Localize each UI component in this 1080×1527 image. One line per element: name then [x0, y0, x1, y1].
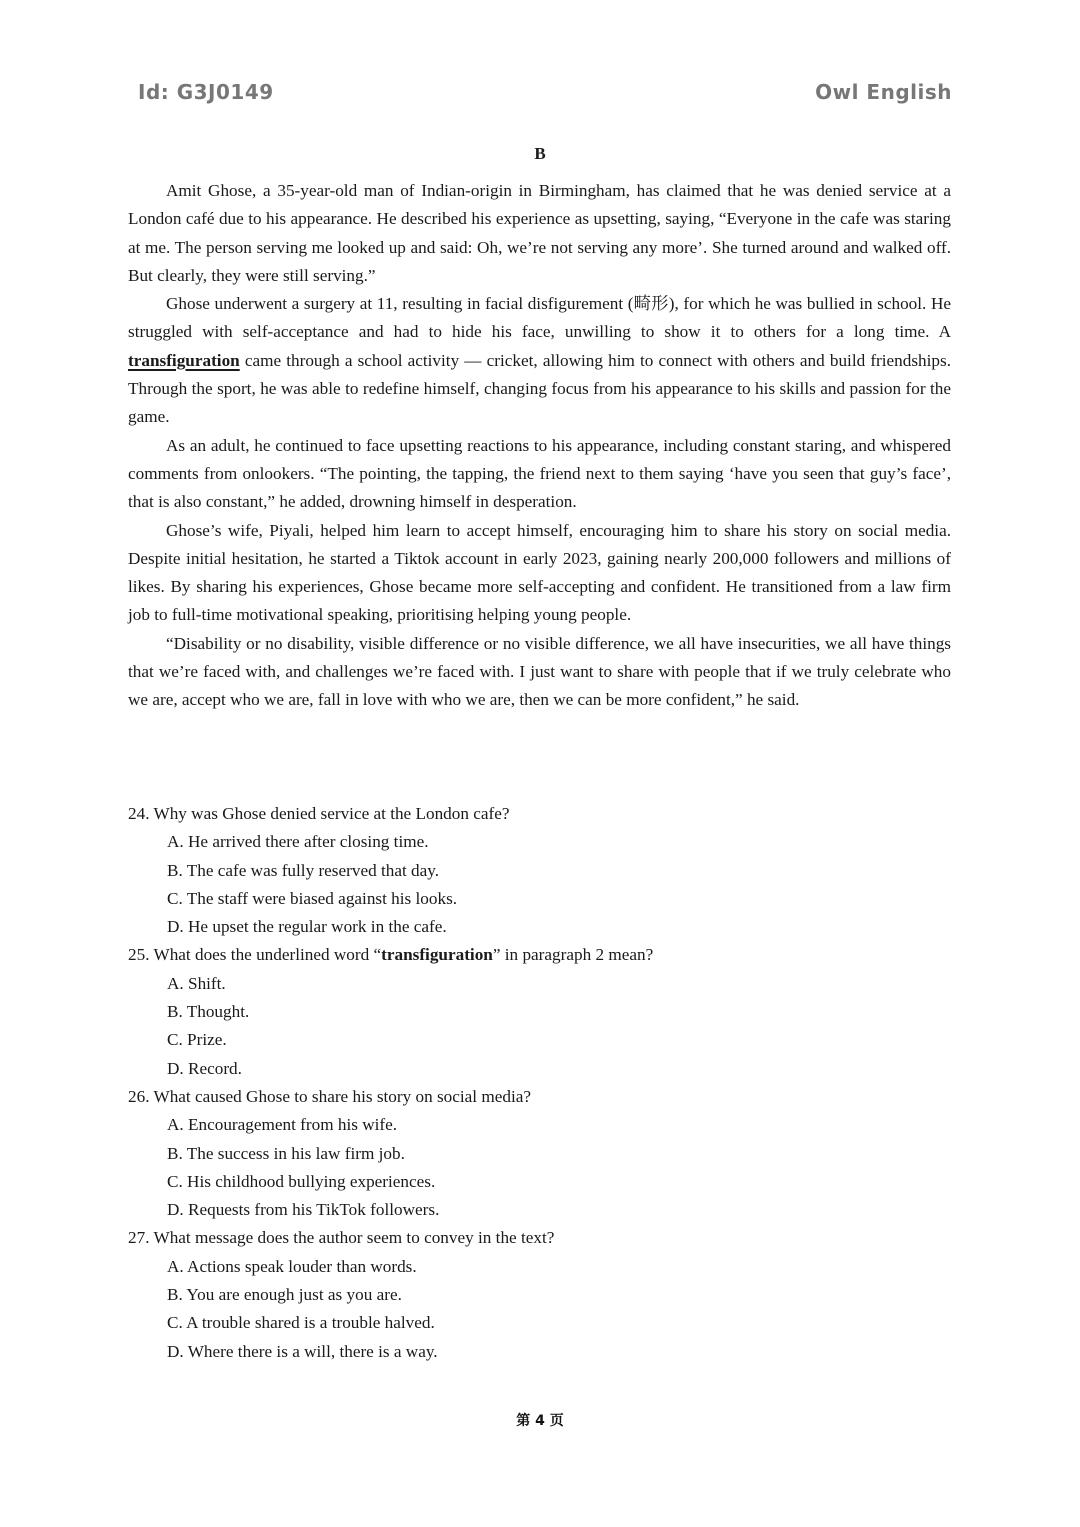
question-27	[128, 1224, 951, 1365]
option-d: D. Where there is a will, there is a way.	[167, 1341, 438, 1361]
paragraph-5: “Disability or no disability, visible difference or no visible difference, we all have insecurities, we all have things that we’re faced with, and challenges we’re faced with. I just want to share with people that if we truly celebrate who we are, accept who we are, fall in love with who we are, then we can be more confident,” he said.	[128, 633, 951, 710]
question-26	[128, 1083, 951, 1224]
option-d: D. Requests from his TikTok followers.	[167, 1200, 440, 1220]
underlined-word: transfiguration	[128, 350, 240, 370]
stem-before: 25. What does the underlined word “	[128, 945, 382, 965]
paragraph-3: As an adult, he continued to face upsetting reactions to his appearance, including constant staring, and whispered comments from onlookers. “The pointing, the tapping, the friend next to them saying ‘have you seen that guy’s face’, that is also constant,” he added, drowning himself in desperation.	[128, 435, 951, 512]
question-stem	[128, 941, 951, 969]
option-c: C. Prize.	[167, 1030, 227, 1050]
question-stem: 26. What caused Ghose to share his story on social media?	[128, 1086, 532, 1106]
option-c: C. A trouble shared is a trouble halved.	[167, 1313, 435, 1333]
option-a: A. He arrived there after closing time.	[167, 832, 429, 852]
option-b: B. You are enough just as you are.	[167, 1285, 402, 1305]
brand-name: Owl English	[815, 80, 952, 104]
stem-after: ” in paragraph 2 mean?	[492, 945, 654, 965]
option-a: A. Actions speak louder than words.	[167, 1256, 417, 1276]
document-id: Id: G3J0149	[138, 80, 274, 104]
option-a: A. Shift.	[167, 973, 226, 993]
page-number: 第 4 页	[516, 1413, 564, 1429]
paragraph-1: Amit Ghose, a 35-year-old man of Indian-origin in Birmingham, has claimed that he was denied service at a London café due to his appearance. He described his experience as upsetting, saying, “Everyone in the cafe was staring at me. The person serving me looked up and said: Oh, we’re not serving any more’. She turned around and walked off. But clearly, they were still serving.”	[128, 181, 951, 285]
question-24	[128, 800, 951, 941]
option-a: A. Encouragement from his wife.	[167, 1115, 398, 1135]
option-d: D. Record.	[167, 1058, 242, 1078]
stem-keyword: transfiguration	[381, 945, 493, 965]
reading-passage	[128, 177, 951, 715]
question-stem: 24. Why was Ghose denied service at the London cafe?	[128, 804, 510, 823]
option-c: C. The staff were biased against his looks.	[167, 888, 458, 908]
section-label: B	[534, 144, 546, 163]
paragraph-2-text-after: came through a school activity — cricket, allowing him to connect with others and build friendships. Through the sport, he was able to redefine himself, changing focus from his appearance to his skills and passion for the game.	[128, 350, 951, 427]
option-b: B. The cafe was fully reserved that day.	[167, 860, 440, 880]
option-c: C. His childhood bullying experiences.	[167, 1171, 436, 1191]
paragraph-4: Ghose’s wife, Piyali, helped him learn to accept himself, encouraging him to share his story on social media. Despite initial hesitation, he started a Tiktok account in early 2023, gaining nearly 200,000 followers and millions of likes. By sharing his experiences, Ghose became more self-accepting and confident. He transitioned from a law firm job to full-time motivational speaking, prioritising helping young people.	[128, 520, 951, 625]
paragraph-2-text-before: Ghose underwent a surgery at 11, resulting in facial disfigurement (畸形), for which he was bullied in school. He struggled with self-acceptance and had to hide his face, unwilling to show it to others for a long time. A	[128, 294, 951, 342]
option-d: D. He upset the regular work in the cafe.	[167, 917, 447, 937]
question-stem: 27. What message does the author seem to convey in the text?	[128, 1228, 555, 1248]
option-b: B. Thought.	[167, 1002, 250, 1022]
question-25	[128, 941, 951, 1082]
option-b: B. The success in his law firm job.	[167, 1143, 405, 1163]
question-list	[128, 800, 951, 1366]
paragraph-2	[128, 290, 951, 431]
